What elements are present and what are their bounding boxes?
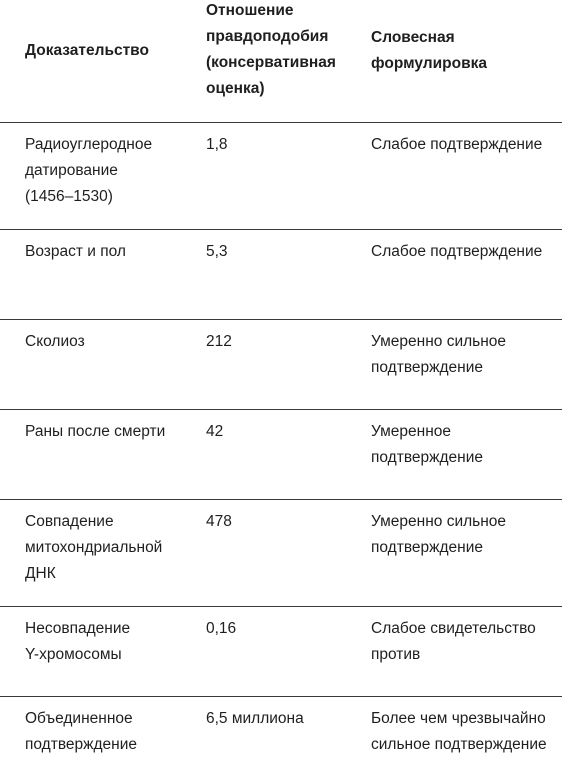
cell-wording: Умеренное подтверждение <box>371 423 483 466</box>
table-row <box>0 410 562 500</box>
cell-ratio: 1,8 <box>206 136 228 153</box>
cell-ratio: 0,16 <box>206 620 237 637</box>
cell-ratio: 478 <box>206 513 232 530</box>
cell-evidence: Сколиоз <box>25 333 85 350</box>
cell-wording: Более чем чрезвычайно сильное подтверждение <box>371 710 547 753</box>
cell-wording: Слабое подтверждение <box>371 243 543 260</box>
cell-ratio: 42 <box>206 423 224 440</box>
cell-wording: Умеренно сильное подтверждение <box>371 333 507 376</box>
cell-wording: Умеренно сильное подтверждение <box>371 513 507 556</box>
cell-wording: Слабое свидетельство против <box>371 620 536 663</box>
cell-evidence: Раны после смерти <box>25 423 166 440</box>
table-row <box>0 230 562 320</box>
cell-evidence: Совпадение митохондриальной ДНК <box>25 513 163 582</box>
cell-wording: Слабое подтверждение <box>371 136 543 153</box>
table-row <box>0 607 562 697</box>
header-likelihood-ratio: Отношение правдоподобия (консервативная оценка) <box>206 2 336 97</box>
header-verbal-wording: Словесная формулировка <box>371 29 487 72</box>
table-row <box>0 123 562 230</box>
cell-ratio: 6,5 миллиона <box>206 710 304 727</box>
cell-evidence: Радиоуглеродное датирование (1456–1530) <box>25 136 153 205</box>
cell-evidence: Несовпадение Y-хромосомы <box>25 620 131 663</box>
table-row <box>0 500 562 607</box>
cell-evidence: Объединенное подтверждение <box>25 710 137 753</box>
table-row <box>0 697 562 758</box>
table-row <box>0 320 562 410</box>
cell-ratio: 212 <box>206 333 232 350</box>
header-evidence: Доказательство <box>25 42 149 59</box>
cell-ratio: 5,3 <box>206 243 228 260</box>
cell-evidence: Возраст и пол <box>25 243 126 260</box>
table-header-row <box>0 0 562 123</box>
